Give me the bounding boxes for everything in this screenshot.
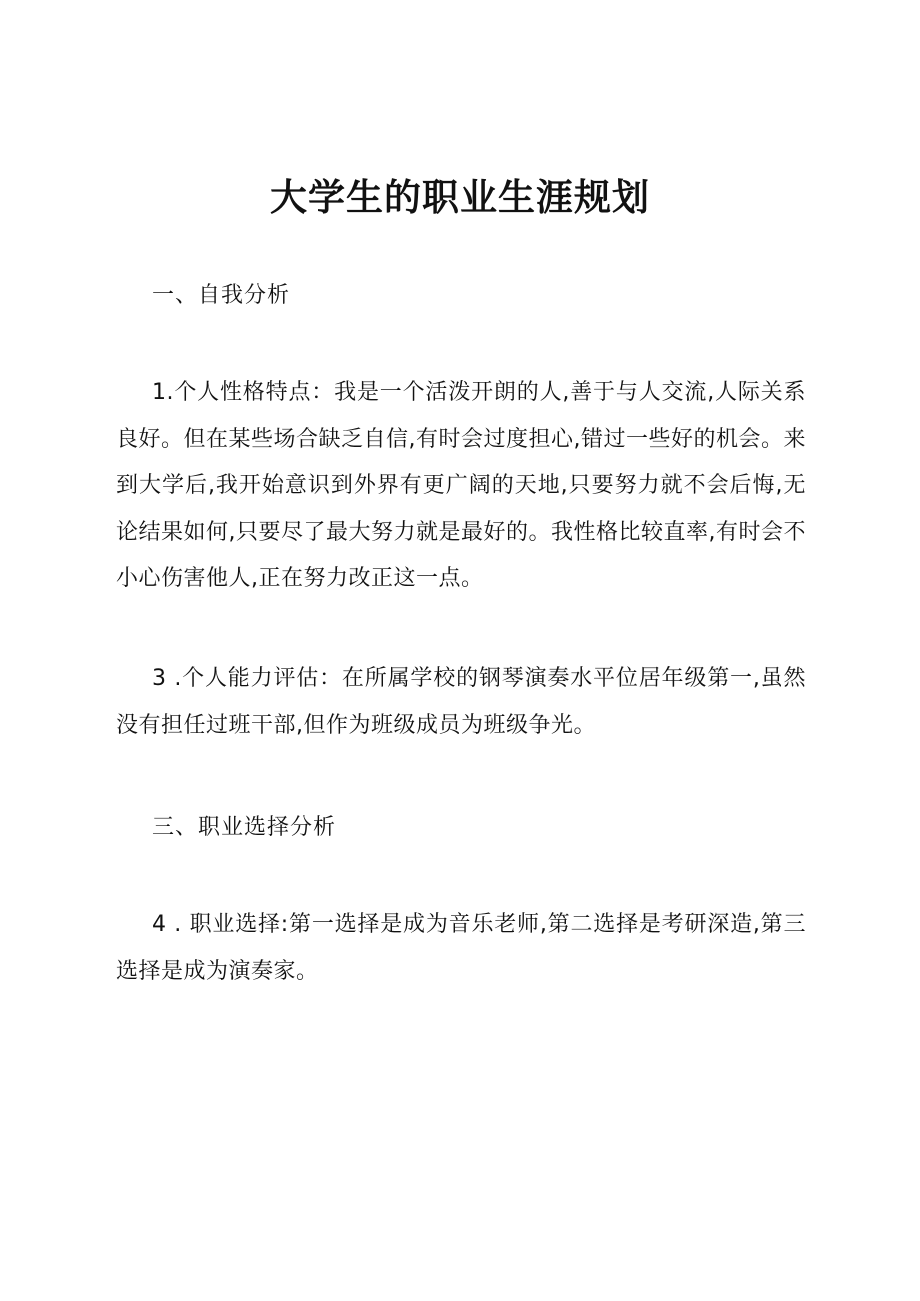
page-title: 大学生的职业生涯规划 — [270, 176, 650, 219]
section-heading-career-choice: 三、职业选择分析 — [152, 815, 337, 840]
section-heading-self-analysis: 一、自我分析 — [152, 283, 291, 308]
paragraph-career-choice: 4 . 职业选择:第一选择是成为音乐老师,第二选择是考研深造,第三选择是成为演奏家。 — [116, 912, 806, 984]
paragraph-ability: 3 .个人能力评估：在所属学校的钢琴演奏水平位居年级第一,虽然没有担任过班干部,但作为班级成员为班级争光。 — [116, 666, 806, 738]
paragraph-personality: 1.个人性格特点：我是一个活泼开朗的人,善于与人交流,人际关系良好。但在某些场合缺乏自信,有时会过度担心,错过一些好的机会。来到大学后,我开始意识到外界有更广阔的天地,只要努力就不会后悔,无论结果如何,只要尽了最大努力就是最好的。我性格比较直率,有时会不小心伤害他人,正在努力改正这一点。 — [116, 380, 806, 591]
